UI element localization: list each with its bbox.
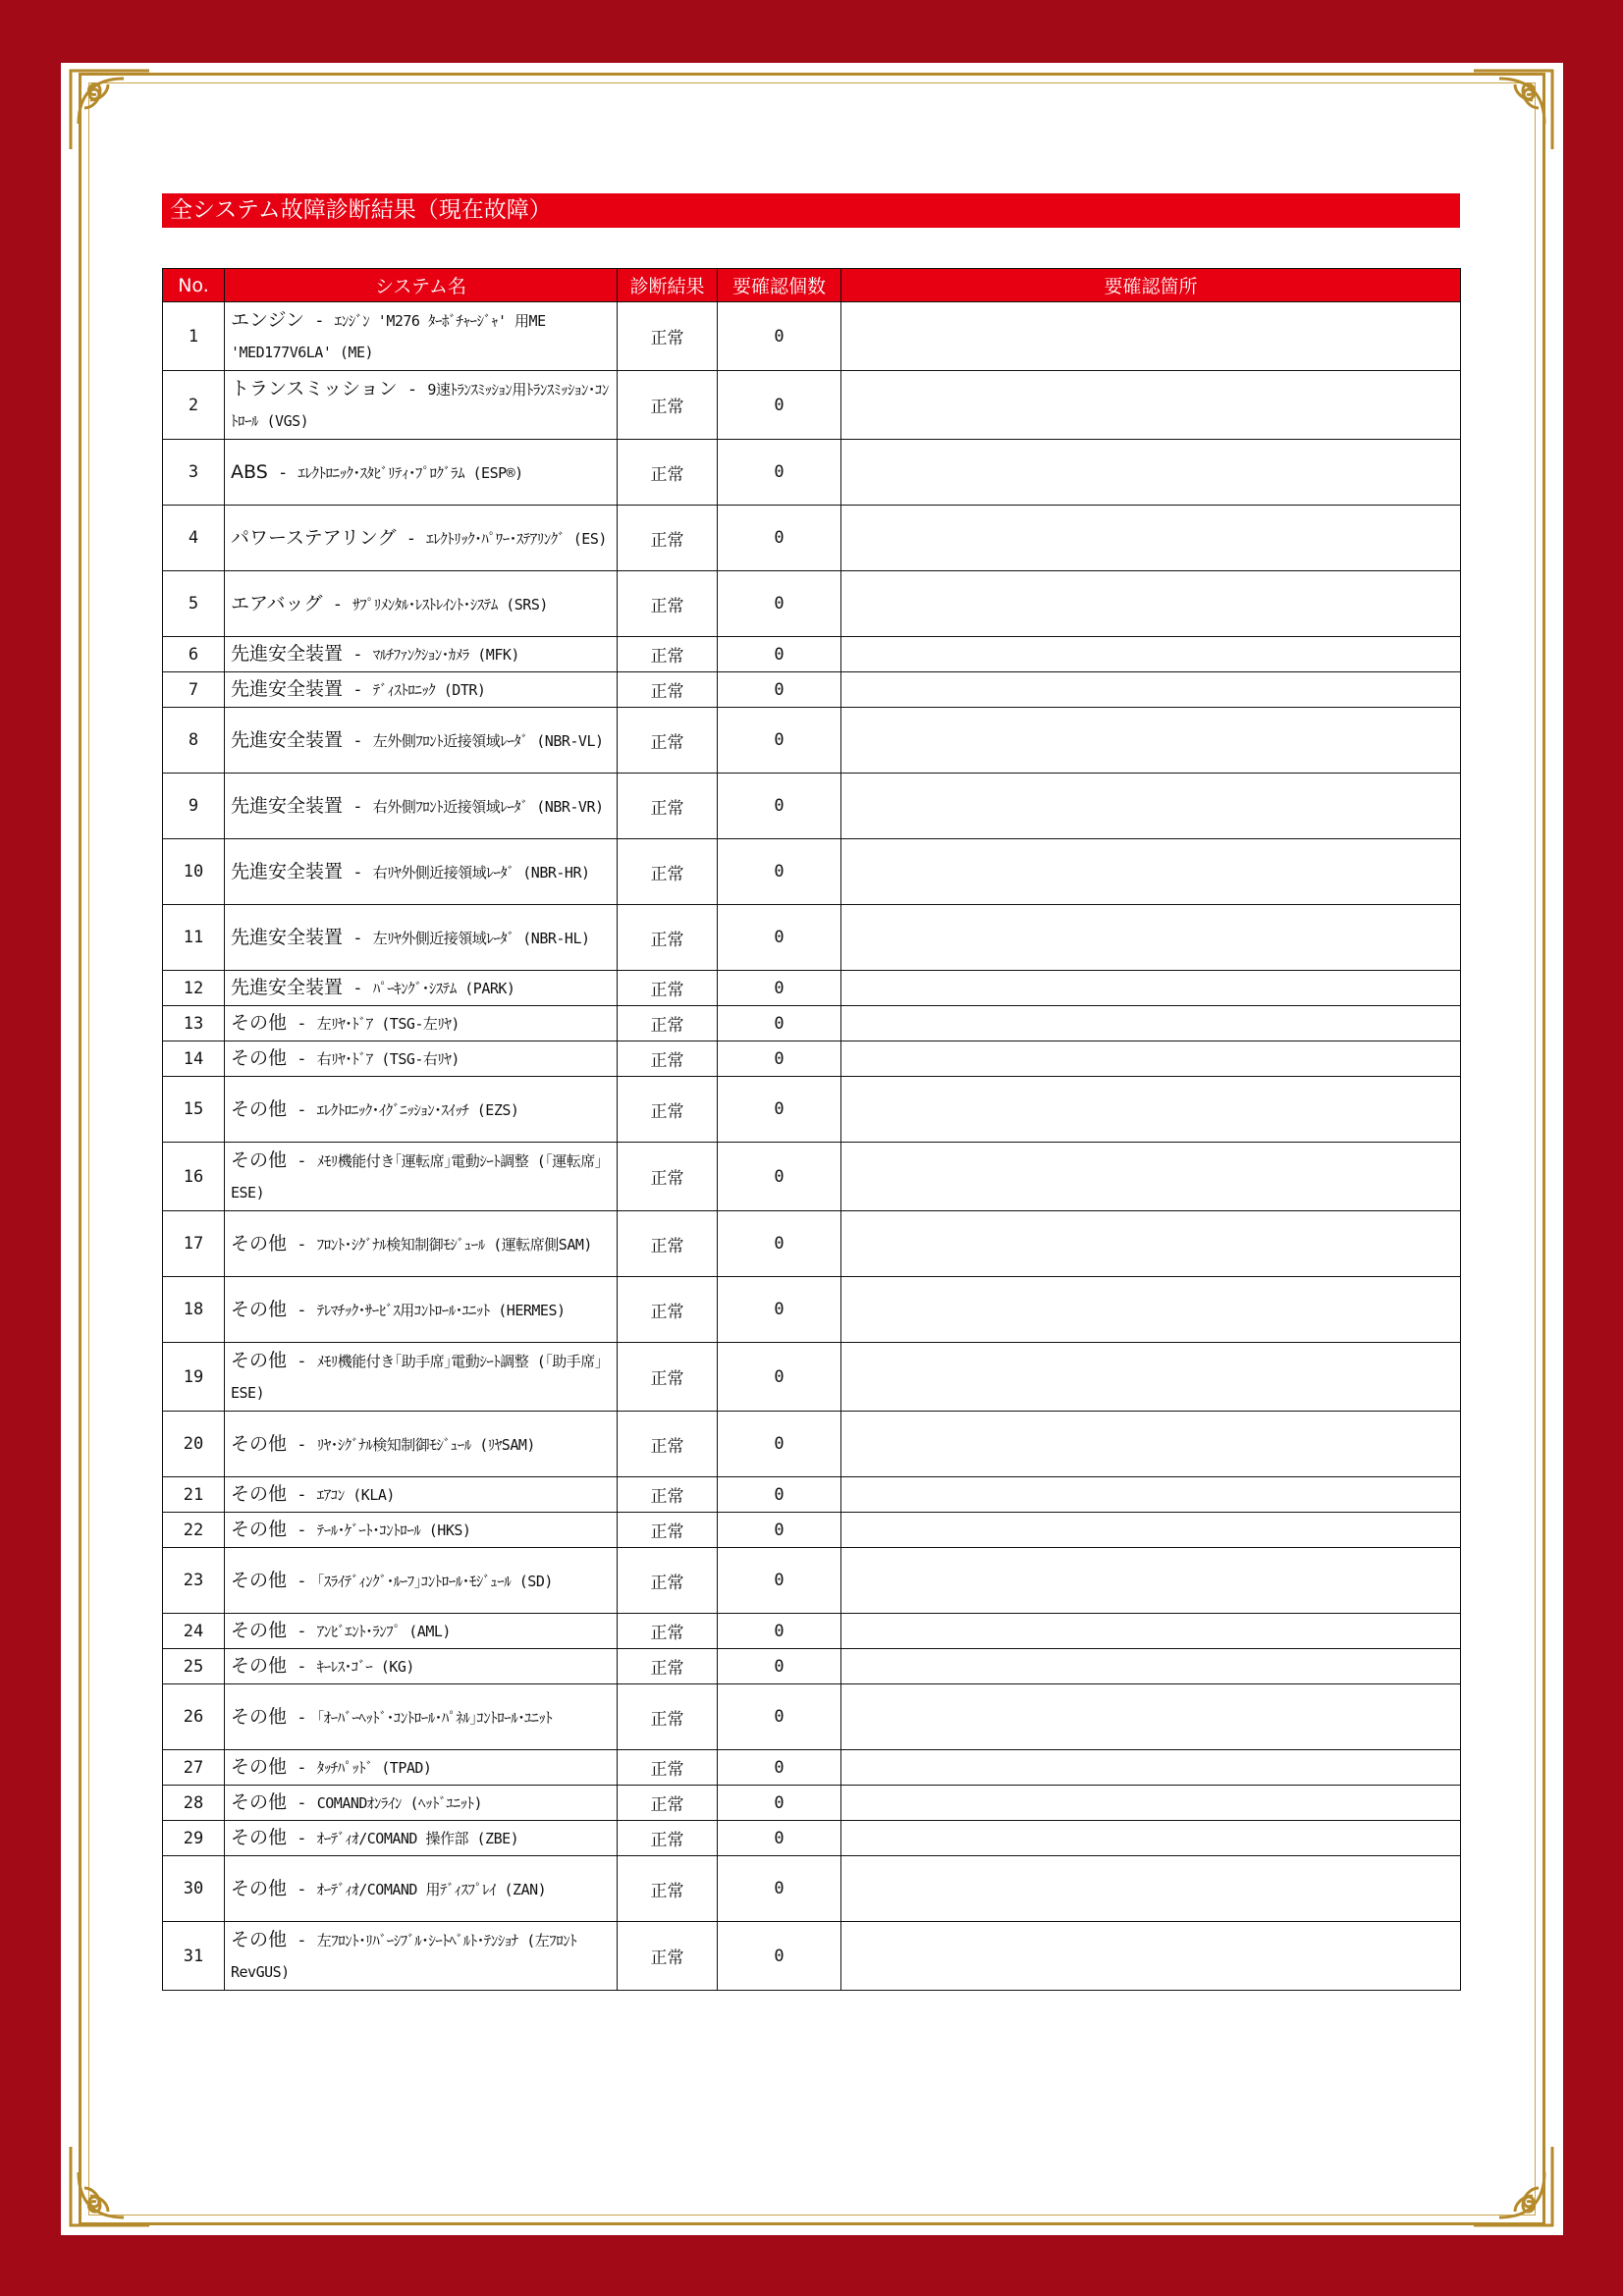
check-count: 0	[718, 1343, 841, 1412]
table-row	[163, 708, 1461, 774]
check-location	[841, 672, 1461, 708]
separator: -	[287, 1099, 317, 1120]
separator: -	[287, 1485, 317, 1505]
system-name	[225, 1211, 618, 1277]
check-count: 0	[718, 1477, 841, 1513]
check-location	[841, 1856, 1461, 1922]
check-location	[841, 1614, 1461, 1649]
table-row	[163, 506, 1461, 571]
table-row	[163, 1856, 1461, 1922]
separator: -	[287, 1879, 317, 1899]
row-number: 8	[163, 708, 225, 774]
row-number: 5	[163, 571, 225, 637]
row-number: 15	[163, 1077, 225, 1143]
system-name	[225, 637, 618, 672]
system-name	[225, 1649, 618, 1684]
system-category: その他	[231, 1705, 288, 1728]
check-count: 0	[718, 1548, 841, 1614]
table-row	[163, 839, 1461, 905]
check-count: 0	[718, 774, 841, 839]
diagnosis-result: 正常	[618, 1077, 718, 1143]
system-category: その他	[231, 1655, 288, 1677]
system-category: その他	[231, 1350, 288, 1371]
system-category: その他	[231, 1047, 288, 1069]
system-category: 先進安全装置	[231, 794, 344, 817]
check-location	[841, 506, 1461, 571]
row-number: 6	[163, 637, 225, 672]
row-number: 11	[163, 905, 225, 971]
table-row	[163, 1143, 1461, 1211]
row-number: 29	[163, 1821, 225, 1856]
diagnosis-result: 正常	[618, 1750, 718, 1786]
table-row	[163, 1412, 1461, 1477]
row-number: 2	[163, 371, 225, 440]
system-category: その他	[231, 1097, 288, 1120]
check-location	[841, 1041, 1461, 1077]
diagnosis-result: 正常	[618, 774, 718, 839]
table-row	[163, 905, 1461, 971]
system-detail: ﾊﾟｰｷﾝｸﾞ･ｼｽﾃﾑ (PARK)	[372, 980, 515, 997]
row-number: 19	[163, 1343, 225, 1412]
check-count: 0	[718, 1856, 841, 1922]
check-count: 0	[718, 371, 841, 440]
separator: -	[287, 1352, 317, 1371]
system-name	[225, 1614, 618, 1649]
table-row	[163, 371, 1461, 440]
col-header-count: 要確認個数	[718, 269, 841, 302]
table-row	[163, 1513, 1461, 1548]
check-location	[841, 971, 1461, 1006]
system-category: トランスミッション	[231, 378, 398, 400]
table-row	[163, 1614, 1461, 1649]
system-category: 先進安全装置	[231, 728, 344, 751]
system-detail: ﾘﾔ･ｼｸﾞﾅﾙ検知制御ﾓｼﾞｭｰﾙ (ﾘﾔSAM)	[316, 1435, 535, 1454]
row-number: 26	[163, 1684, 225, 1750]
row-number: 17	[163, 1211, 225, 1277]
check-location	[841, 1513, 1461, 1548]
table-row	[163, 1922, 1461, 1991]
table-row	[163, 302, 1461, 371]
system-name	[225, 1041, 618, 1077]
check-count: 0	[718, 1077, 841, 1143]
row-number: 20	[163, 1412, 225, 1477]
table-row	[163, 1750, 1461, 1786]
diagnosis-result: 正常	[618, 1143, 718, 1211]
row-number: 7	[163, 672, 225, 708]
separator: -	[287, 1151, 317, 1171]
table-row	[163, 1211, 1461, 1277]
separator: -	[343, 645, 373, 665]
diagnosis-result: 正常	[618, 1614, 718, 1649]
system-name	[225, 1077, 618, 1143]
system-detail: ｵｰﾃﾞｨｵ/COMAND 操作部 (ZBE)	[316, 1830, 519, 1847]
system-detail: ｢ｵｰﾊﾞｰﾍｯﾄﾞ･ｺﾝﾄﾛｰﾙ･ﾊﾟﾈﾙ｣ｺﾝﾄﾛｰﾙ･ﾕﾆｯﾄ	[316, 1708, 553, 1727]
table-body	[163, 302, 1461, 1991]
table-row	[163, 1041, 1461, 1077]
diagnosis-table	[162, 268, 1461, 1991]
table-row	[163, 440, 1461, 506]
separator: -	[287, 1014, 317, 1034]
diagnosis-result: 正常	[618, 1821, 718, 1856]
diagnosis-result: 正常	[618, 1477, 718, 1513]
check-count: 0	[718, 672, 841, 708]
table-row	[163, 1343, 1461, 1412]
system-category: その他	[231, 1149, 288, 1171]
row-number: 12	[163, 971, 225, 1006]
system-detail: COMANDｵﾝﾗｲﾝ (ﾍｯﾄﾞﾕﾆｯﾄ)	[316, 1794, 483, 1812]
table-row	[163, 1006, 1461, 1041]
separator: -	[287, 1300, 317, 1320]
check-count: 0	[718, 1821, 841, 1856]
system-detail: ｴﾝｼﾞﾝ 'M276 ﾀｰﾎﾞﾁｬｰｼﾞｬ' 用ME 'MED177V6LA' (ME)	[231, 312, 546, 361]
table-row	[163, 1649, 1461, 1684]
table-row	[163, 1821, 1461, 1856]
system-category: その他	[231, 1620, 288, 1641]
check-count: 0	[718, 571, 841, 637]
diagnosis-result: 正常	[618, 1041, 718, 1077]
system-name	[225, 1856, 618, 1922]
system-category: その他	[231, 1929, 288, 1950]
system-name	[225, 1750, 618, 1786]
separator: -	[287, 1829, 317, 1848]
system-detail: ﾌﾛﾝﾄ･ｼｸﾞﾅﾙ検知制御ﾓｼﾞｭｰﾙ (運転席側SAM)	[316, 1235, 592, 1254]
row-number: 18	[163, 1277, 225, 1343]
system-category: 先進安全装置	[231, 860, 344, 882]
check-count: 0	[718, 905, 841, 971]
system-detail: ｴﾚｸﾄﾛﾆｯｸ･ｲｸﾞﾆｯｼｮﾝ･ｽｲｯﾁ (EZS)	[316, 1100, 519, 1119]
table-row	[163, 637, 1461, 672]
corner-ornament-icon	[1468, 65, 1558, 155]
system-detail: 左ﾌﾛﾝﾄ･ﾘﾊﾞｰｼﾌﾞﾙ･ｼｰﾄﾍﾞﾙﾄ･ﾃﾝｼｮﾅ (左ﾌﾛﾝﾄ RevGUS)	[231, 1932, 577, 1981]
system-name	[225, 1548, 618, 1614]
check-location	[841, 708, 1461, 774]
check-count: 0	[718, 1786, 841, 1821]
system-category: その他	[231, 1877, 288, 1899]
system-detail: ｴﾚｸﾄﾘｯｸ･ﾊﾟﾜｰ･ｽﾃｱﾘﾝｸﾞ (ES)	[426, 529, 607, 548]
separator: -	[287, 1434, 317, 1455]
diagnosis-result: 正常	[618, 302, 718, 371]
system-detail: ｴﾚｸﾄﾛﾆｯｸ･ｽﾀﾋﾞﾘﾃｨ･ﾌﾟﾛｸﾞﾗﾑ (ESP®)	[298, 463, 523, 482]
check-count: 0	[718, 1041, 841, 1077]
check-location	[841, 571, 1461, 637]
row-number: 13	[163, 1006, 225, 1041]
table-row	[163, 1548, 1461, 1614]
system-detail: 右外側ﾌﾛﾝﾄ近接領域ﾚｰﾀﾞ (NBR-VR)	[372, 797, 604, 816]
row-number: 28	[163, 1786, 225, 1821]
system-detail: 左ﾘﾔ外側近接領域ﾚｰﾀﾞ (NBR-HL)	[372, 929, 590, 947]
system-name	[225, 506, 618, 571]
system-detail: ﾀｯﾁﾊﾟｯﾄﾞ (TPAD)	[316, 1759, 432, 1777]
diagnosis-result: 正常	[618, 371, 718, 440]
row-number: 1	[163, 302, 225, 371]
col-header-system: システム名	[225, 269, 618, 302]
system-detail: 9速ﾄﾗﾝｽﾐｯｼｮﾝ用ﾄﾗﾝｽﾐｯｼｮﾝ･ｺﾝﾄﾛｰﾙ (VGS)	[231, 381, 609, 430]
separator: -	[343, 730, 373, 751]
diagnosis-result: 正常	[618, 1343, 718, 1412]
table-row	[163, 672, 1461, 708]
separator: -	[287, 1931, 317, 1950]
system-detail: ｵｰﾃﾞｨｵ/COMAND 用ﾃﾞｨｽﾌﾟﾚｲ (ZAN)	[316, 1880, 547, 1898]
check-location	[841, 839, 1461, 905]
system-category: その他	[231, 1232, 288, 1255]
diagnosis-result: 正常	[618, 1277, 718, 1343]
system-name	[225, 1786, 618, 1821]
row-number: 22	[163, 1513, 225, 1548]
check-count: 0	[718, 1211, 841, 1277]
table-row	[163, 1684, 1461, 1750]
system-name	[225, 1412, 618, 1477]
system-name	[225, 774, 618, 839]
row-number: 27	[163, 1750, 225, 1786]
system-category: 先進安全装置	[231, 643, 344, 665]
system-name	[225, 1343, 618, 1412]
system-detail: ﾃﾚﾏﾁｯｸ･ｻｰﾋﾞｽ用ｺﾝﾄﾛｰﾙ･ﾕﾆｯﾄ (HERMES)	[316, 1301, 566, 1319]
system-detail: ﾃｰﾙ･ｹﾞｰﾄ･ｺﾝﾄﾛｰﾙ (HKS)	[316, 1522, 471, 1539]
check-count: 0	[718, 1513, 841, 1548]
diagnosis-result: 正常	[618, 1684, 718, 1750]
separator: -	[343, 796, 373, 817]
check-location	[841, 371, 1461, 440]
check-count: 0	[718, 1412, 841, 1477]
row-number: 3	[163, 440, 225, 506]
check-location	[841, 1548, 1461, 1614]
separator: -	[343, 928, 373, 948]
system-name	[225, 708, 618, 774]
row-number: 4	[163, 506, 225, 571]
check-count: 0	[718, 1922, 841, 1991]
separator: -	[287, 1521, 317, 1540]
diagnosis-result: 正常	[618, 1649, 718, 1684]
system-name	[225, 371, 618, 440]
table-row	[163, 571, 1461, 637]
separator: -	[322, 594, 353, 614]
system-category: 先進安全装置	[231, 926, 344, 948]
check-location	[841, 1412, 1461, 1477]
system-category: 先進安全装置	[231, 977, 344, 998]
check-location	[841, 1143, 1461, 1211]
system-detail: 右ﾘﾔ･ﾄﾞｱ (TSG-右ﾘﾔ)	[316, 1050, 460, 1068]
separator: -	[304, 311, 335, 331]
check-count: 0	[718, 1750, 841, 1786]
system-category: その他	[231, 1298, 288, 1320]
system-detail: ﾃﾞｨｽﾄﾛﾆｯｸ (DTR)	[372, 681, 486, 699]
system-name	[225, 839, 618, 905]
col-header-location: 要確認箇所	[841, 269, 1461, 302]
system-category: エンジン	[231, 309, 305, 331]
section-title: 全システム故障診断結果（現在故障）	[162, 193, 1460, 228]
check-location	[841, 1684, 1461, 1750]
system-detail: ﾒﾓﾘ機能付き｢助手席｣電動ｼｰﾄ調整 (｢助手席｣ESE)	[231, 1353, 602, 1402]
system-name	[225, 1477, 618, 1513]
table-row	[163, 774, 1461, 839]
check-count: 0	[718, 637, 841, 672]
check-count: 0	[718, 1614, 841, 1649]
diagnosis-result: 正常	[618, 1006, 718, 1041]
check-location	[841, 1786, 1461, 1821]
separator: -	[397, 380, 428, 400]
diagnosis-result: 正常	[618, 1211, 718, 1277]
separator: -	[267, 462, 298, 483]
corner-ornament-icon	[65, 2141, 155, 2231]
check-count: 0	[718, 1277, 841, 1343]
system-category: その他	[231, 1827, 288, 1848]
separator: -	[287, 1657, 317, 1677]
system-detail: ｻﾌﾟﾘﾒﾝﾀﾙ･ﾚｽﾄﾚｲﾝﾄ･ｼｽﾃﾑ (SRS)	[352, 595, 548, 614]
check-location	[841, 1006, 1461, 1041]
diagnosis-result: 正常	[618, 1922, 718, 1991]
diagnosis-result: 正常	[618, 637, 718, 672]
check-location	[841, 1922, 1461, 1991]
system-category: その他	[231, 1569, 288, 1591]
separator: -	[287, 1707, 317, 1728]
system-detail: ｱﾝﾋﾞｴﾝﾄ･ﾗﾝﾌﾟ (AML)	[316, 1623, 451, 1640]
table-row	[163, 971, 1461, 1006]
system-name	[225, 571, 618, 637]
separator: -	[287, 1571, 317, 1591]
diagnosis-result: 正常	[618, 571, 718, 637]
system-category: ABS	[231, 460, 268, 483]
system-category: その他	[231, 1756, 288, 1778]
separator: -	[287, 1622, 317, 1641]
diagnosis-result: 正常	[618, 440, 718, 506]
col-header-no: No.	[163, 269, 225, 302]
system-category: その他	[231, 1791, 288, 1813]
check-location	[841, 905, 1461, 971]
table-row	[163, 1786, 1461, 1821]
col-header-result: 診断結果	[618, 269, 718, 302]
system-name	[225, 1006, 618, 1041]
check-location	[841, 1477, 1461, 1513]
check-location	[841, 1211, 1461, 1277]
separator: -	[396, 528, 427, 549]
system-name	[225, 1143, 618, 1211]
check-count: 0	[718, 1649, 841, 1684]
system-name	[225, 1922, 618, 1991]
check-count: 0	[718, 1684, 841, 1750]
system-name	[225, 1277, 618, 1343]
separator: -	[287, 1758, 317, 1778]
check-location	[841, 1277, 1461, 1343]
system-detail: ｴｱｺﾝ (KLA)	[316, 1486, 395, 1504]
check-location	[841, 440, 1461, 506]
system-name	[225, 971, 618, 1006]
row-number: 30	[163, 1856, 225, 1922]
system-detail: 右ﾘﾔ外側近接領域ﾚｰﾀﾞ (NBR-HR)	[372, 863, 590, 881]
system-detail: ﾏﾙﾁﾌｧﾝｸｼｮﾝ･ｶﾒﾗ (MFK)	[372, 646, 519, 664]
table-row	[163, 1077, 1461, 1143]
row-number: 24	[163, 1614, 225, 1649]
table-header	[163, 269, 1461, 302]
system-name	[225, 440, 618, 506]
system-detail: ｷｰﾚｽ･ｺﾞｰ (KG)	[316, 1658, 414, 1676]
check-count: 0	[718, 302, 841, 371]
system-detail: ﾒﾓﾘ機能付き｢運転席｣電動ｼｰﾄ調整 (｢運転席｣ESE)	[231, 1152, 602, 1201]
system-detail: ｢ｽﾗｲﾃﾞｨﾝｸﾞ･ﾙｰﾌ｣ｺﾝﾄﾛｰﾙ･ﾓｼﾞｭｰﾙ (SD)	[316, 1572, 553, 1590]
check-count: 0	[718, 440, 841, 506]
check-location	[841, 1649, 1461, 1684]
check-location	[841, 1077, 1461, 1143]
row-number: 16	[163, 1143, 225, 1211]
system-category: その他	[231, 1012, 288, 1034]
separator: -	[343, 862, 373, 882]
check-count: 0	[718, 708, 841, 774]
check-location	[841, 1343, 1461, 1412]
system-name	[225, 1821, 618, 1856]
separator: -	[343, 680, 373, 700]
diagnosis-result: 正常	[618, 839, 718, 905]
system-category: その他	[231, 1483, 288, 1505]
check-location	[841, 1750, 1461, 1786]
separator: -	[287, 1234, 317, 1255]
corner-ornament-icon	[1468, 2141, 1558, 2231]
row-number: 9	[163, 774, 225, 839]
row-number: 23	[163, 1548, 225, 1614]
diagnosis-result: 正常	[618, 1548, 718, 1614]
check-location	[841, 637, 1461, 672]
table-row	[163, 1277, 1461, 1343]
check-count: 0	[718, 1143, 841, 1211]
separator: -	[287, 1049, 317, 1069]
row-number: 25	[163, 1649, 225, 1684]
system-name	[225, 672, 618, 708]
system-category: 先進安全装置	[231, 678, 344, 700]
diagnosis-result: 正常	[618, 971, 718, 1006]
system-name	[225, 1684, 618, 1750]
check-count: 0	[718, 971, 841, 1006]
diagnosis-result: 正常	[618, 1412, 718, 1477]
row-number: 31	[163, 1922, 225, 1991]
system-name	[225, 1513, 618, 1548]
diagnosis-result: 正常	[618, 1513, 718, 1548]
check-location	[841, 1821, 1461, 1856]
table-row	[163, 1477, 1461, 1513]
check-count: 0	[718, 1006, 841, 1041]
system-detail: 左ﾘﾔ･ﾄﾞｱ (TSG-左ﾘﾔ)	[316, 1015, 460, 1033]
system-category: その他	[231, 1519, 288, 1540]
separator: -	[287, 1793, 317, 1813]
system-name	[225, 302, 618, 371]
diagnosis-result: 正常	[618, 708, 718, 774]
diagnosis-result: 正常	[618, 672, 718, 708]
check-location	[841, 774, 1461, 839]
diagnosis-result: 正常	[618, 506, 718, 571]
corner-ornament-icon	[65, 65, 155, 155]
check-location	[841, 302, 1461, 371]
system-detail: 左外側ﾌﾛﾝﾄ近接領域ﾚｰﾀﾞ (NBR-VL)	[372, 731, 604, 750]
system-name	[225, 905, 618, 971]
diagnosis-result: 正常	[618, 1856, 718, 1922]
system-category: その他	[231, 1432, 288, 1455]
check-count: 0	[718, 506, 841, 571]
check-count: 0	[718, 839, 841, 905]
separator: -	[343, 979, 373, 998]
row-number: 14	[163, 1041, 225, 1077]
diagnosis-result: 正常	[618, 905, 718, 971]
system-category: パワーステアリング	[231, 526, 397, 549]
row-number: 21	[163, 1477, 225, 1513]
system-category: エアバッグ	[231, 592, 323, 614]
row-number: 10	[163, 839, 225, 905]
diagnosis-result: 正常	[618, 1786, 718, 1821]
